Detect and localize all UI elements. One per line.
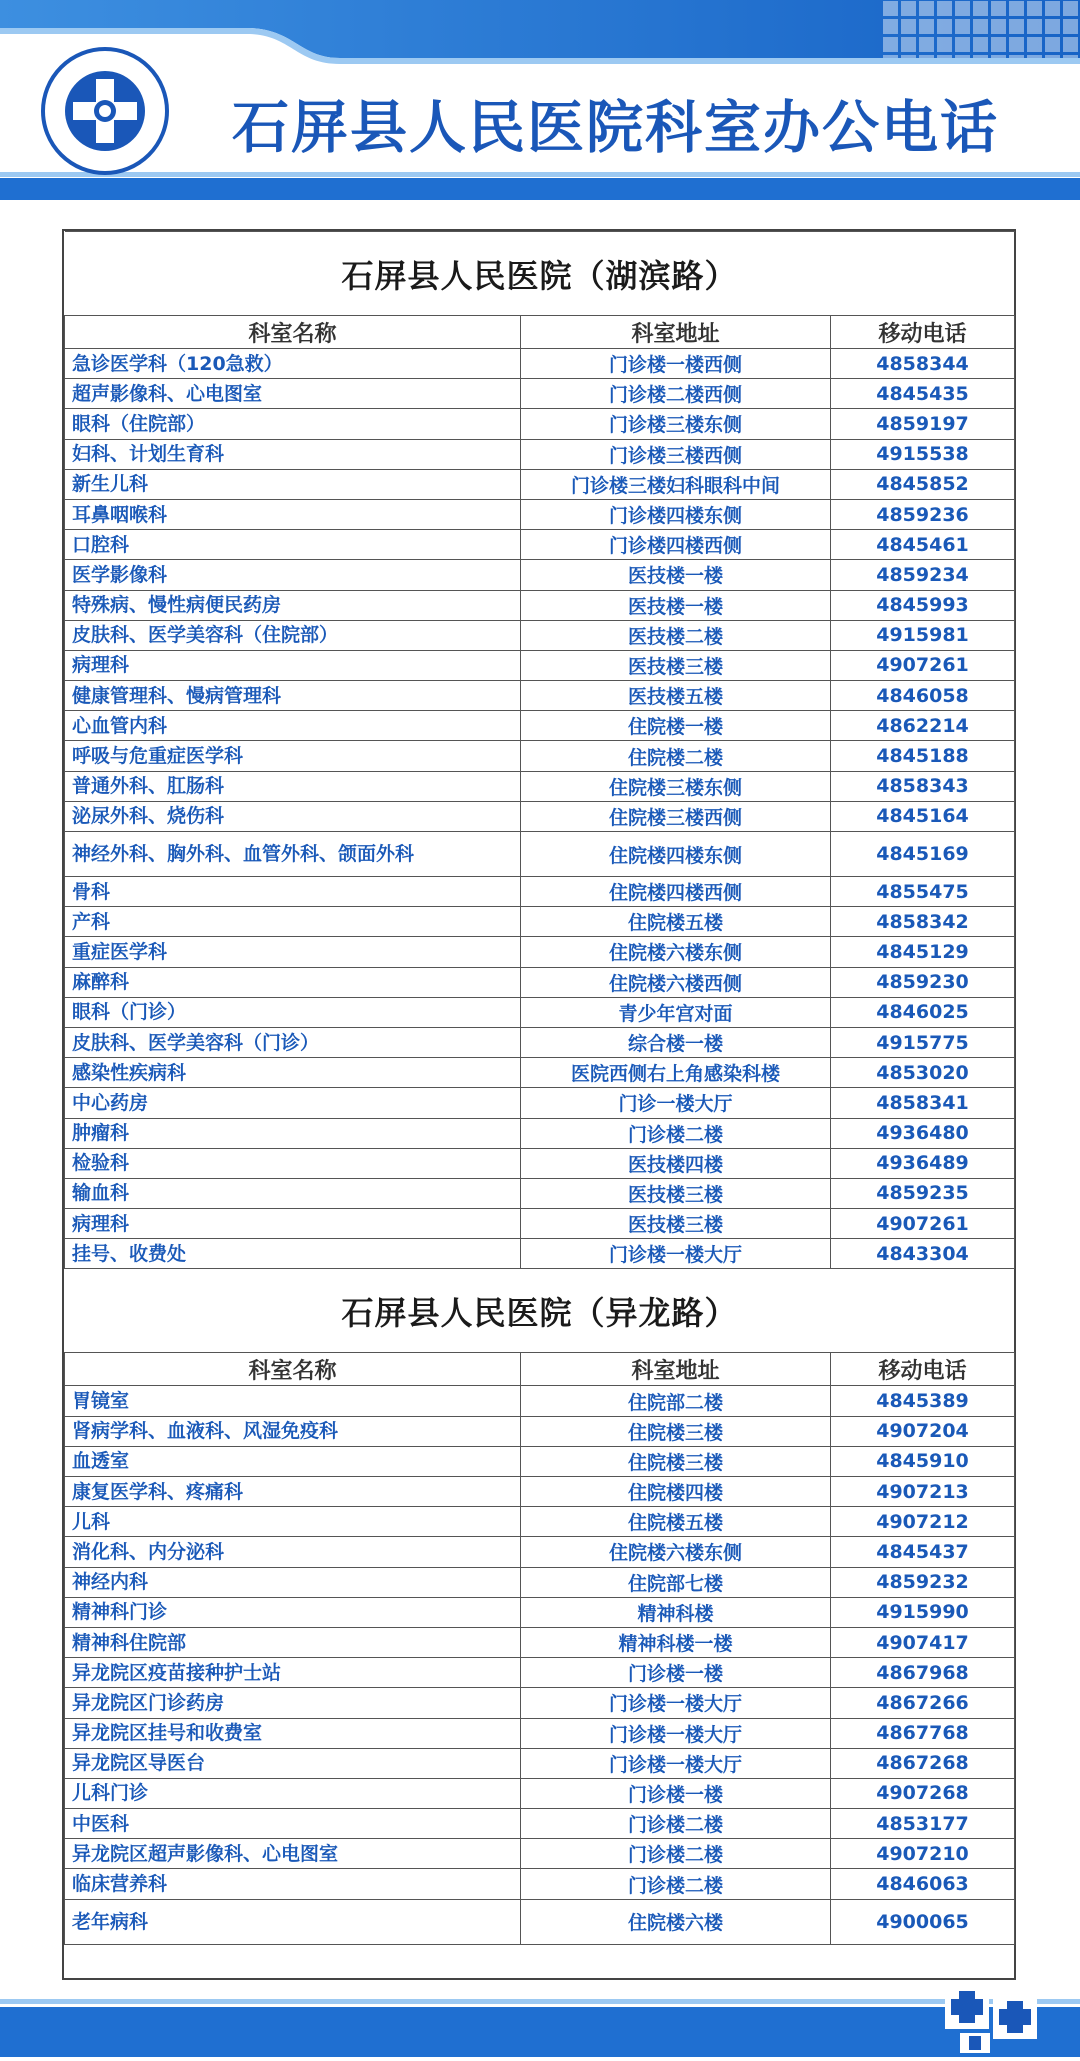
department-phone: 4845852 xyxy=(831,469,1015,499)
department-address: 医院西侧右上角感染科楼 xyxy=(521,1058,831,1088)
department-address: 门诊楼一楼大厅 xyxy=(521,1239,831,1269)
department-phone: 4858341 xyxy=(831,1088,1015,1118)
section-title-row xyxy=(65,232,1015,316)
department-phone: 4867968 xyxy=(831,1658,1015,1688)
table-row xyxy=(65,1688,1015,1718)
column-header-phone: 移动电话 xyxy=(831,1353,1015,1386)
department-phone: 4859230 xyxy=(831,967,1015,997)
department-phone: 4859234 xyxy=(831,560,1015,590)
department-name: 中医科 xyxy=(65,1809,521,1839)
department-address: 医技楼一楼 xyxy=(521,590,831,620)
department-address: 门诊一楼大厅 xyxy=(521,1088,831,1118)
department-phone: 4867768 xyxy=(831,1718,1015,1748)
department-name: 医学影像科 xyxy=(65,560,521,590)
department-address: 住院楼四楼东侧 xyxy=(521,832,831,877)
department-name: 耳鼻咽喉科 xyxy=(65,499,521,529)
department-name: 泌尿外科、烧伤科 xyxy=(65,801,521,831)
directory-table xyxy=(64,231,1015,1945)
department-name: 麻醉科 xyxy=(65,967,521,997)
department-address: 门诊楼一楼 xyxy=(521,1658,831,1688)
department-name: 输血科 xyxy=(65,1178,521,1208)
department-phone: 4853177 xyxy=(831,1809,1015,1839)
department-name: 老年病科 xyxy=(65,1899,521,1944)
column-header-name: 科室名称 xyxy=(65,316,521,349)
department-name: 异龙院区挂号和收费室 xyxy=(65,1718,521,1748)
department-address: 医技楼四楼 xyxy=(521,1148,831,1178)
department-name: 检验科 xyxy=(65,1148,521,1178)
department-phone: 4915990 xyxy=(831,1597,1015,1627)
department-phone: 4915981 xyxy=(831,620,1015,650)
department-phone: 4907261 xyxy=(831,650,1015,680)
department-address: 医技楼二楼 xyxy=(521,620,831,650)
department-phone: 4900065 xyxy=(831,1899,1015,1944)
department-name: 口腔科 xyxy=(65,530,521,560)
department-address: 住院部七楼 xyxy=(521,1567,831,1597)
department-address: 住院楼三楼 xyxy=(521,1416,831,1446)
department-name: 感染性疾病科 xyxy=(65,1058,521,1088)
department-address: 住院楼三楼 xyxy=(521,1446,831,1476)
phone-directory-table xyxy=(62,229,1016,1980)
department-address: 综合楼一楼 xyxy=(521,1027,831,1057)
department-name: 特殊病、慢性病便民药房 xyxy=(65,590,521,620)
department-name: 康复医学科、疼痛科 xyxy=(65,1477,521,1507)
department-name: 妇科、计划生育科 xyxy=(65,439,521,469)
department-phone: 4845910 xyxy=(831,1446,1015,1476)
department-address: 住院楼四楼西侧 xyxy=(521,877,831,907)
table-row xyxy=(65,1537,1015,1567)
department-address: 住院楼二楼 xyxy=(521,741,831,771)
department-phone: 4907261 xyxy=(831,1209,1015,1239)
table-row xyxy=(65,801,1015,831)
department-name: 神经内科 xyxy=(65,1567,521,1597)
department-phone: 4907417 xyxy=(831,1627,1015,1657)
department-name: 异龙院区疫苗接种护士站 xyxy=(65,1658,521,1688)
column-header-address: 科室地址 xyxy=(521,1353,831,1386)
table-row xyxy=(65,1027,1015,1057)
table-row xyxy=(65,530,1015,560)
department-phone: 4845164 xyxy=(831,801,1015,831)
table-row xyxy=(65,771,1015,801)
department-address: 门诊楼四楼东侧 xyxy=(521,499,831,529)
table-row xyxy=(65,1899,1015,1944)
department-phone: 4915538 xyxy=(831,439,1015,469)
table-row xyxy=(65,349,1015,379)
department-address: 门诊楼一楼大厅 xyxy=(521,1748,831,1778)
department-address: 医技楼三楼 xyxy=(521,1209,831,1239)
page-header xyxy=(0,0,1080,205)
department-name: 眼科（门诊） xyxy=(65,997,521,1027)
department-phone: 4862214 xyxy=(831,711,1015,741)
department-phone: 4859236 xyxy=(831,499,1015,529)
department-address: 门诊楼一楼大厅 xyxy=(521,1688,831,1718)
department-phone: 4845389 xyxy=(831,1386,1015,1416)
department-name: 精神科住院部 xyxy=(65,1627,521,1657)
table-row xyxy=(65,499,1015,529)
table-row xyxy=(65,1477,1015,1507)
table-row xyxy=(65,997,1015,1027)
table-row xyxy=(65,1839,1015,1869)
department-phone: 4846058 xyxy=(831,681,1015,711)
department-address: 青少年宫对面 xyxy=(521,997,831,1027)
table-row xyxy=(65,439,1015,469)
department-phone: 4907212 xyxy=(831,1507,1015,1537)
table-row xyxy=(65,877,1015,907)
department-address: 住院楼三楼东侧 xyxy=(521,771,831,801)
department-name: 挂号、收费处 xyxy=(65,1239,521,1269)
table-row xyxy=(65,967,1015,997)
department-address: 医技楼一楼 xyxy=(521,560,831,590)
department-phone: 4845188 xyxy=(831,741,1015,771)
department-phone: 4845461 xyxy=(831,530,1015,560)
department-name: 超声影像科、心电图室 xyxy=(65,379,521,409)
department-address: 精神科楼 xyxy=(521,1597,831,1627)
table-row xyxy=(65,650,1015,680)
table-row xyxy=(65,1118,1015,1148)
department-address: 住院部二楼 xyxy=(521,1386,831,1416)
table-row xyxy=(65,1658,1015,1688)
table-row xyxy=(65,1178,1015,1208)
department-address: 住院楼一楼 xyxy=(521,711,831,741)
section-title-row xyxy=(65,1269,1015,1353)
department-address: 精神科楼一楼 xyxy=(521,1627,831,1657)
section-title: 石屏县人民医院（异龙路） xyxy=(65,1269,1015,1353)
department-address: 门诊楼一楼 xyxy=(521,1778,831,1808)
hospital-cross-logo-icon xyxy=(40,46,170,176)
table-row xyxy=(65,1567,1015,1597)
department-name: 肿瘤科 xyxy=(65,1118,521,1148)
column-header-phone: 移动电话 xyxy=(831,316,1015,349)
column-header-address: 科室地址 xyxy=(521,316,831,349)
department-phone: 4845169 xyxy=(831,832,1015,877)
page-footer xyxy=(0,1985,1080,2057)
table-row xyxy=(65,1507,1015,1537)
department-phone: 4859232 xyxy=(831,1567,1015,1597)
table-row xyxy=(65,1148,1015,1178)
department-name: 消化科、内分泌科 xyxy=(65,1537,521,1567)
table-row xyxy=(65,937,1015,967)
department-name: 急诊医学科（120急救） xyxy=(65,349,521,379)
department-phone: 4846025 xyxy=(831,997,1015,1027)
department-address: 住院楼六楼东侧 xyxy=(521,937,831,967)
department-phone: 4859197 xyxy=(831,409,1015,439)
department-address: 门诊楼二楼西侧 xyxy=(521,379,831,409)
department-name: 健康管理科、慢病管理科 xyxy=(65,681,521,711)
table-row xyxy=(65,832,1015,877)
department-address: 门诊楼二楼 xyxy=(521,1869,831,1899)
table-row xyxy=(65,560,1015,590)
department-address: 门诊楼二楼 xyxy=(521,1839,831,1869)
department-name: 普通外科、肛肠科 xyxy=(65,771,521,801)
department-address: 住院楼六楼西侧 xyxy=(521,967,831,997)
department-name: 病理科 xyxy=(65,1209,521,1239)
table-row xyxy=(65,1088,1015,1118)
department-address: 门诊楼一楼大厅 xyxy=(521,1718,831,1748)
table-row xyxy=(65,590,1015,620)
department-name: 产科 xyxy=(65,907,521,937)
table-row xyxy=(65,1748,1015,1778)
page-title: 石屏县人民医院科室办公电话 xyxy=(232,95,999,161)
department-phone: 4858343 xyxy=(831,771,1015,801)
department-phone: 4907213 xyxy=(831,1477,1015,1507)
department-name: 异龙院区超声影像科、心电图室 xyxy=(65,1839,521,1869)
table-row xyxy=(65,1058,1015,1088)
table-row xyxy=(65,1386,1015,1416)
department-phone: 4907210 xyxy=(831,1839,1015,1869)
department-name: 异龙院区门诊药房 xyxy=(65,1688,521,1718)
table-row xyxy=(65,379,1015,409)
column-header-row xyxy=(65,1353,1015,1386)
department-address: 住院楼五楼 xyxy=(521,1507,831,1537)
department-address: 住院楼四楼 xyxy=(521,1477,831,1507)
department-name: 临床营养科 xyxy=(65,1869,521,1899)
table-row xyxy=(65,1597,1015,1627)
department-phone: 4858342 xyxy=(831,907,1015,937)
department-address: 医技楼三楼 xyxy=(521,1178,831,1208)
department-phone: 4845129 xyxy=(831,937,1015,967)
department-name: 肾病学科、血液科、风湿免疫科 xyxy=(65,1416,521,1446)
table-row xyxy=(65,711,1015,741)
department-name: 血透室 xyxy=(65,1446,521,1476)
table-row xyxy=(65,1239,1015,1269)
department-phone: 4845435 xyxy=(831,379,1015,409)
section-title: 石屏县人民医院（湖滨路） xyxy=(65,232,1015,316)
table-row xyxy=(65,620,1015,650)
table-row xyxy=(65,1416,1015,1446)
department-name: 皮肤科、医学美容科（住院部） xyxy=(65,620,521,650)
department-phone: 4867266 xyxy=(831,1688,1015,1718)
department-address: 住院楼六楼 xyxy=(521,1899,831,1944)
department-phone: 4855475 xyxy=(831,877,1015,907)
department-phone: 4907204 xyxy=(831,1416,1015,1446)
department-phone: 4853020 xyxy=(831,1058,1015,1088)
department-name: 儿科 xyxy=(65,1507,521,1537)
department-phone: 4867268 xyxy=(831,1748,1015,1778)
department-address: 医技楼五楼 xyxy=(521,681,831,711)
department-name: 胃镜室 xyxy=(65,1386,521,1416)
table-row xyxy=(65,469,1015,499)
table-row xyxy=(65,409,1015,439)
department-address: 住院楼五楼 xyxy=(521,907,831,937)
department-address: 医技楼三楼 xyxy=(521,650,831,680)
department-name: 异龙院区导医台 xyxy=(65,1748,521,1778)
department-address: 门诊楼三楼西侧 xyxy=(521,439,831,469)
department-address: 门诊楼三楼妇科眼科中间 xyxy=(521,469,831,499)
department-name: 儿科门诊 xyxy=(65,1778,521,1808)
department-name: 骨科 xyxy=(65,877,521,907)
department-name: 重症医学科 xyxy=(65,937,521,967)
table-row xyxy=(65,681,1015,711)
department-name: 新生儿科 xyxy=(65,469,521,499)
table-row xyxy=(65,1778,1015,1808)
table-row xyxy=(65,907,1015,937)
department-name: 中心药房 xyxy=(65,1088,521,1118)
table-row xyxy=(65,741,1015,771)
column-header-name: 科室名称 xyxy=(65,1353,521,1386)
department-phone: 4845437 xyxy=(831,1537,1015,1567)
department-phone: 4858344 xyxy=(831,349,1015,379)
department-name: 眼科（住院部） xyxy=(65,409,521,439)
department-address: 住院楼三楼西侧 xyxy=(521,801,831,831)
table-row xyxy=(65,1446,1015,1476)
department-phone: 4845993 xyxy=(831,590,1015,620)
column-header-row xyxy=(65,316,1015,349)
department-address: 门诊楼四楼西侧 xyxy=(521,530,831,560)
department-name: 心血管内科 xyxy=(65,711,521,741)
department-name: 皮肤科、医学美容科（门诊） xyxy=(65,1027,521,1057)
department-phone: 4846063 xyxy=(831,1869,1015,1899)
footer-band xyxy=(0,1985,1080,2057)
department-address: 住院楼六楼东侧 xyxy=(521,1537,831,1567)
table-row xyxy=(65,1809,1015,1839)
department-name: 精神科门诊 xyxy=(65,1597,521,1627)
department-phone: 4843304 xyxy=(831,1239,1015,1269)
table-row xyxy=(65,1869,1015,1899)
department-name: 呼吸与危重症医学科 xyxy=(65,741,521,771)
department-address: 门诊楼三楼东侧 xyxy=(521,409,831,439)
department-phone: 4907268 xyxy=(831,1778,1015,1808)
department-name: 病理科 xyxy=(65,650,521,680)
department-phone: 4915775 xyxy=(831,1027,1015,1057)
department-phone: 4936480 xyxy=(831,1118,1015,1148)
department-name: 神经外科、胸外科、血管外科、颌面外科 xyxy=(65,832,521,877)
table-row xyxy=(65,1627,1015,1657)
department-address: 门诊楼二楼 xyxy=(521,1118,831,1148)
department-address: 门诊楼二楼 xyxy=(521,1809,831,1839)
department-phone: 4859235 xyxy=(831,1178,1015,1208)
department-address: 门诊楼一楼西侧 xyxy=(521,349,831,379)
department-phone: 4936489 xyxy=(831,1148,1015,1178)
table-row xyxy=(65,1718,1015,1748)
table-row xyxy=(65,1209,1015,1239)
